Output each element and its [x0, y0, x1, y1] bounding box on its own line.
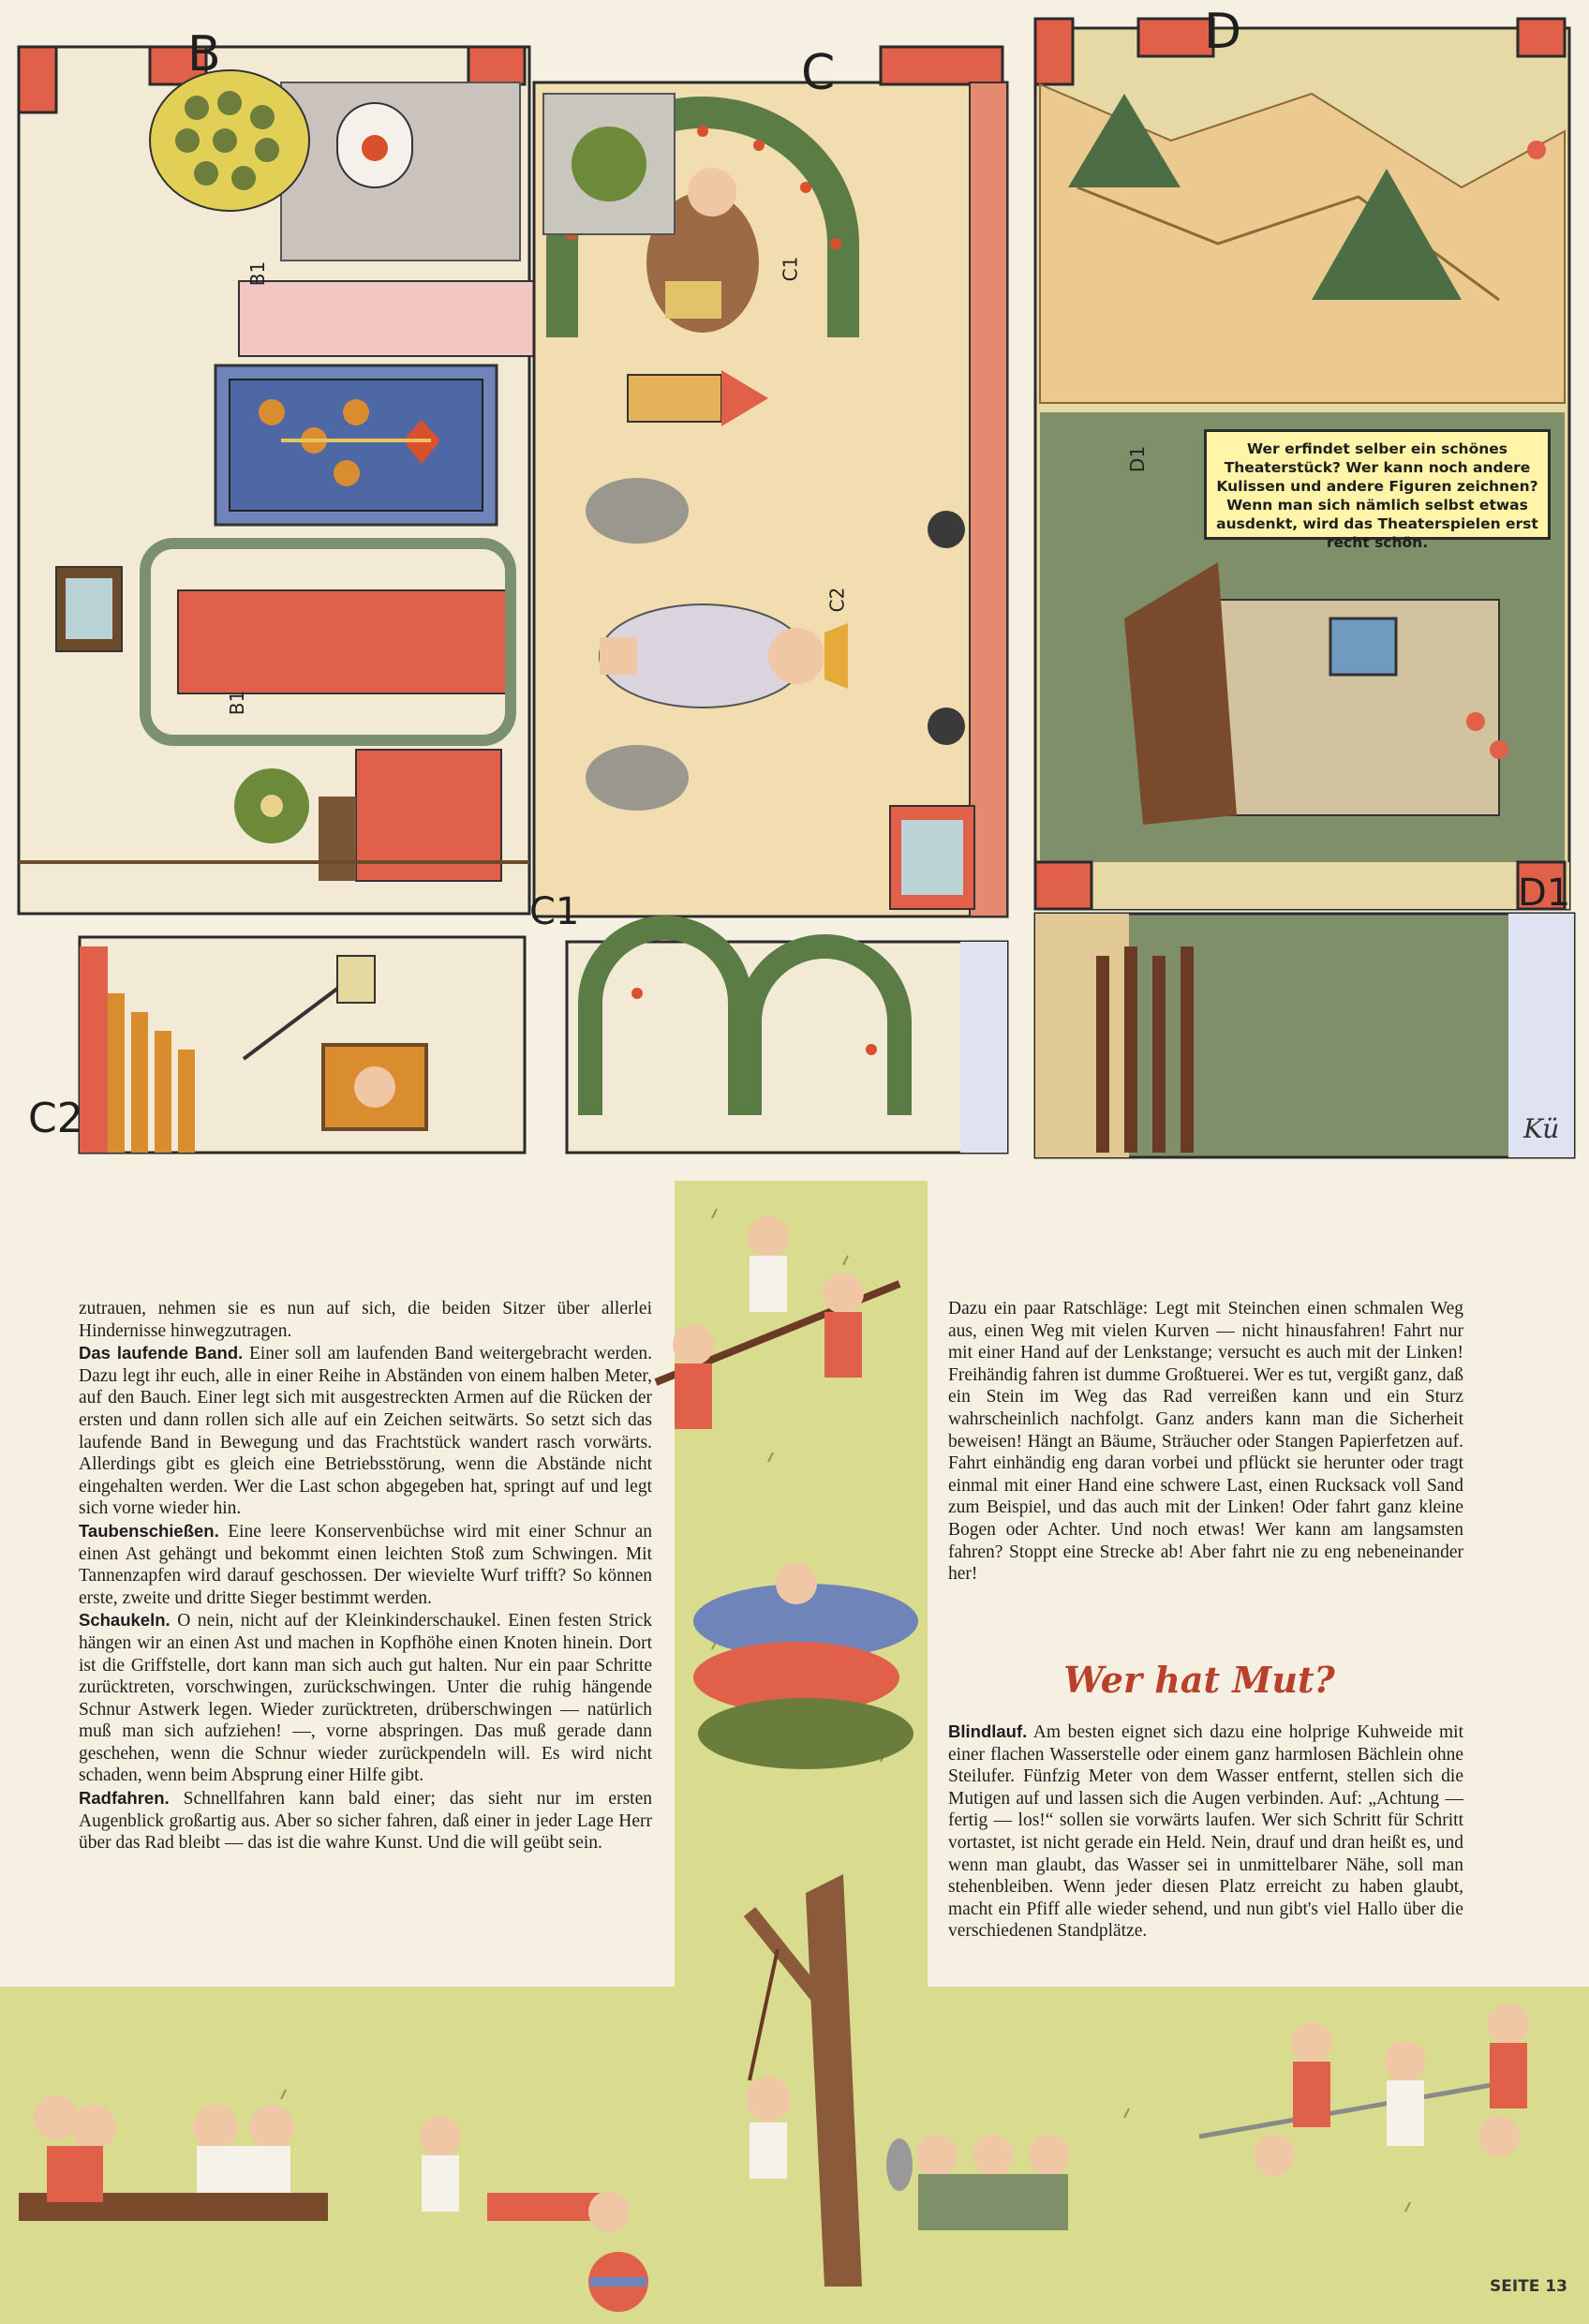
section-text: Am besten eignet sich dazu eine holprige Kuhweide mit einer flachen Wasserstelle oder einem ganz harmlosen Bächlein ohne Steilufer. Fünfzig Meter von dem Wasser entfernt, stellen sich die Mutigen auf und lassen sich die Augen verbinden. Auf: „Achtung — fertig — los!“ sollen sie vorwärts laufen. Wer sich Schritt für Schritt vortastet, ist nicht gerade ein Held. Nein, drauf und dran heißt es, und wenn man glaubt, das Wasser sei in unmittelbarer Nähe, soll man stehenbleiben. Wenn jeder diesen Platz erreicht zu haben glaubt, macht ein Pfiff alle wieder sehend, und nun gibt's viel Hallo über die verschiedenen Standplätze.	[948, 1722, 1463, 1942]
panel-label-c: C	[801, 45, 836, 101]
right-text-column-bottom	[948, 1721, 1463, 1943]
section-text: Einer soll am laufenden Band weitergebracht werden. Dazu legt ihr euch, alle in einer Reihe in Abständen von einem halben Meter, auf den Bauch. Einer legt sich mit ausgestreckten Armen auf die Rücken der ersten und dann rollen sich alle auf ein Zeichen seitwärts. So setzt sich das laufende Band in Bewegung und das Frachtstück wandert rasch vorwärts. Allerdings gibt es gleich eine Betriebsstörung, wenn die Abstände nicht eingehalten werden. Wer die Last schon abgegeben hat, springt auf und legt sich vorne wieder hin.	[79, 1344, 652, 1519]
radfahren-tips: Dazu ein paar Ratschläge: Legt mit Steinchen einen schmalen Weg aus, einen Weg mit vielen Kurven — nicht hinausfahren! Fahrt nur mit einer Hand auf der Lenkstange; versucht es auch mit der Linken! Freihändig fahren ist dumme Großtuerei. Wer es tut, vergißt ganz, daß ein Stein im Weg das Rad verreißen kann und ein Sturz wahrscheinlich nachfolgt. Ganz anders kann man die Sicherheit beweisen! Hängt an Bäume, Sträucher oder Stangen Papierfetzen auf. Fahrt einhändig eng daran vorbei und pflückt sie herunter oder tragt einmal mit einer Hand eine schwere Last, einen Rucksack voll Sand zum Beispiel, und das auch mit der Linken! Oder fahrt ganz kleine Bogen oder Achter. Und noch etwas! Wer kann am langsamsten fahren? Stoppt eine Strecke ab! Aber fahrt nie zu eng nebeneinander her!	[948, 1299, 1463, 1585]
panel-label-d1: D1	[1518, 872, 1571, 915]
panel-label-d: D	[1204, 4, 1242, 60]
section-title: Das laufende Band.	[79, 1343, 244, 1363]
fold-label-c2: C2	[825, 587, 849, 613]
panel-b-set	[19, 47, 572, 914]
fold-label-b1: B1	[246, 261, 270, 287]
panel-c2-set	[80, 937, 525, 1153]
panel-d1-set	[1035, 914, 1574, 1157]
fold-label-c1: C1	[779, 256, 802, 282]
section-title: Taubenschießen.	[79, 1520, 219, 1541]
section-blindlauf	[948, 1721, 1463, 1943]
section-radfahren	[79, 1787, 652, 1855]
section-taubenschiessen	[79, 1520, 652, 1609]
panel-c-set	[534, 47, 1007, 916]
section-title: Schaukeln.	[79, 1610, 171, 1631]
section-title: Blindlauf.	[948, 1721, 1028, 1741]
info-box: Wer erfindet selber ein schönes Theaterstück? Wer kann noch andere Kulissen und andere Figuren zeichnen? Wenn man sich nämlich selbst etwas ausdenkt, wird das Theaterspielen erst recht schön.	[1204, 429, 1551, 540]
section-text: Eine leere Konservenbüchse wird mit einer Schnur an einen Ast gehängt und bekommt einen leichten Stoß zum Schwingen. Mit Tannenzapfen wird darauf geschossen. Der wievielte Wurf trifft? So können erste, zweite und dritte Sieger bestimmt werden.	[79, 1521, 653, 1608]
fold-label-b1-lower: B1	[226, 690, 249, 716]
left-text-column	[79, 1298, 652, 1855]
section-text: O nein, nicht auf der Kleinkinderschaukel. Einen festen Strick hängen wir an einen Ast und machen in Kopfhöhe einen Knoten hinein. Dort ist die Griffstelle, dort kann man sich auch gut halten. Nur ein paar Schritte zurücktreten, vorschwingen, zurückschwingen. Unter die ruhig hängende Schnur Astwerk legen. Wieder zurücktreten, drüberschwingen — natürlich muß man sich aufziehen! —, vorne abspringen. Das muß gerade dann geschehen, wenn die Schnur wieder zurückpendeln will. Es wird nicht schaden, wenn beim Absprung einer Hilfe gibt.	[79, 1611, 652, 1786]
panel-label-c1: C1	[529, 890, 580, 933]
section-schaukeln	[79, 1609, 652, 1787]
heading-wer-hat-mut: Wer hat Mut?	[1063, 1659, 1335, 1701]
right-text-column-top	[948, 1298, 1463, 1586]
page-number: SEITE 13	[1490, 2277, 1567, 2296]
panel-label-b: B	[187, 26, 221, 82]
panel-label-c2: C2	[28, 1095, 83, 1142]
section-text: Schnellfahren kann bald einer; das sieht nur im ersten Augenblick großartig aus. Aber so sicher fahren, daß einer in jeder Lage Herr über das Rad bleibt — das ist die wahre Kunst. Und die will geübt sein.	[79, 1789, 652, 1854]
left-column-intro: zutrauen, nehmen sie es nun auf sich, die beiden Sitzer über allerlei Hindernisse hinwegzutragen.	[79, 1299, 652, 1341]
section-title: Radfahren.	[79, 1788, 170, 1809]
section-laufendes-band	[79, 1342, 652, 1520]
fold-label-d1: D1	[1126, 445, 1150, 473]
panel-c1-set	[567, 928, 1007, 1153]
artist-signature: Kü	[1523, 1113, 1560, 1144]
